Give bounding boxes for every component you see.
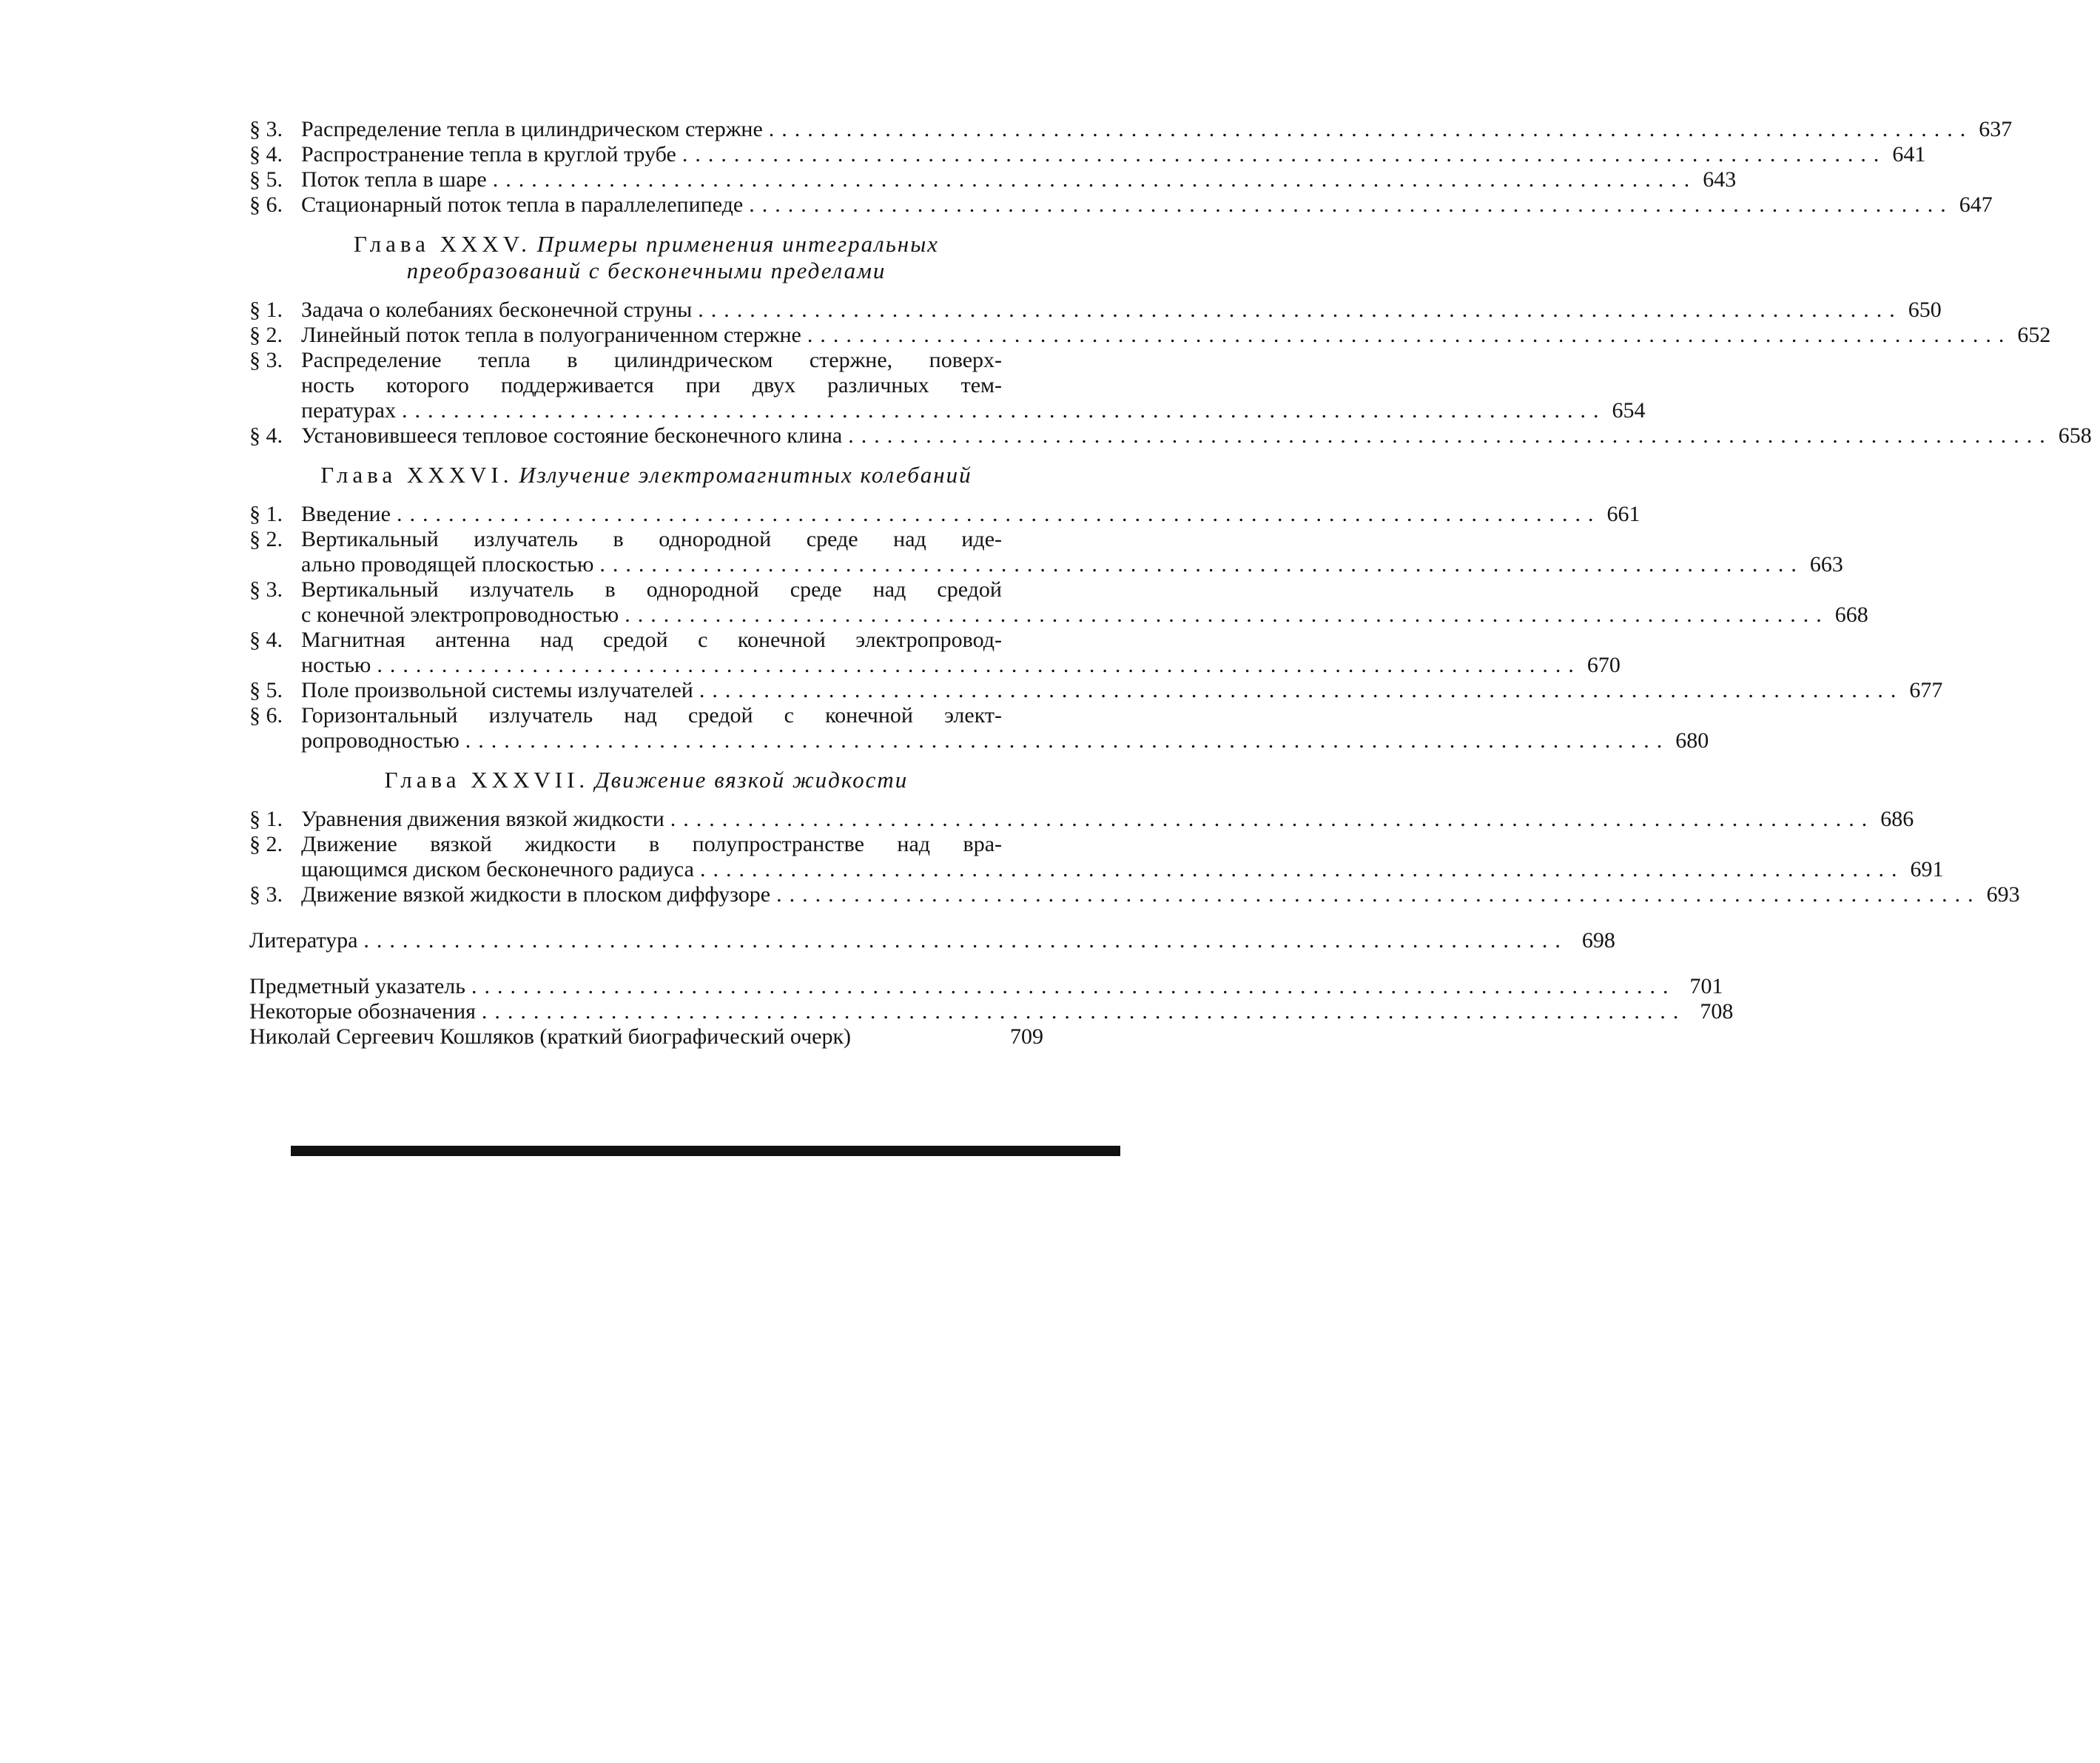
entry-title-line: Горизонтальный излучатель над средой с конечной элект-	[301, 703, 1002, 728]
dot-leader: .............................................................................................	[377, 653, 1581, 677]
toc-entry	[249, 703, 1709, 753]
entry-title: Введение	[301, 502, 391, 526]
toc-entry-literature	[249, 928, 1615, 953]
chapter-title: Излучение электромагнитных колебаний	[519, 462, 972, 488]
chapter-heading	[249, 231, 1043, 258]
page-number: 661	[1606, 502, 1640, 526]
page-number: 637	[1979, 117, 2013, 141]
entry-title-line: Вертикальный излучатель в однородной среде над иде-	[301, 527, 1002, 551]
page-number: 693	[1986, 882, 2020, 907]
toc-entry	[249, 678, 1943, 703]
entry-title-line: ропроводностью	[301, 728, 460, 753]
page-number: 647	[1959, 192, 1993, 217]
toc-entry	[249, 527, 1843, 577]
page-number: 670	[1586, 653, 1621, 677]
chapter-title: преобразований с бесконечными пределами	[406, 258, 886, 283]
page-number: 709	[1010, 1024, 1043, 1049]
dot-leader: .............................................................................................	[396, 502, 1601, 526]
page-number: 658	[2058, 423, 2092, 448]
dot-leader: .............................................................................................	[749, 192, 1953, 217]
entry-title: Задача о колебаниях бесконечной струны	[301, 298, 693, 322]
dot-leader: .............................................................................................	[698, 298, 1902, 322]
table-of-contents	[249, 117, 2092, 1050]
page-number: 654	[1612, 398, 1646, 423]
entry-title-line: Магнитная антенна над средой с конечной электропровод-	[301, 628, 1002, 652]
toc-entry	[249, 628, 1621, 678]
section-number: § 6.	[249, 192, 283, 217]
section-number: § 3.	[249, 348, 283, 372]
entry-title: Стационарный поток тепла в параллелепипеде	[301, 192, 744, 217]
dot-leader: .............................................................................................	[401, 398, 1606, 423]
entry-title-line: Вертикальный излучатель в однородной среде над средой	[301, 577, 1002, 602]
section-number: § 6.	[249, 703, 283, 728]
toc-entry-index	[249, 974, 1723, 999]
entry-title: Некоторые обозначения	[249, 999, 476, 1024]
toc-entry	[249, 192, 1993, 218]
dot-leader: .............................................................................................	[682, 142, 1887, 167]
chapter-heading	[249, 462, 1043, 488]
entry-title: Литература	[249, 928, 358, 953]
entry-title: Поле произвольной системы излучателей	[301, 678, 693, 702]
dot-leader: .............................................................................................	[776, 882, 1981, 907]
page-number: 701	[1689, 974, 1723, 998]
section-number: § 3.	[249, 577, 283, 602]
section-number: § 1.	[249, 807, 283, 831]
page-number: 691	[1910, 857, 1944, 882]
page-number: 677	[1909, 678, 1943, 702]
dot-leader: .............................................................................................	[848, 423, 2053, 448]
toc-entry	[249, 807, 1914, 832]
dot-leader: .............................................................................................	[699, 678, 1904, 702]
toc-entry	[249, 577, 1868, 628]
section-number: § 2.	[249, 832, 283, 856]
page-number: 643	[1703, 167, 1737, 192]
page-number: 663	[1809, 552, 1843, 577]
chapter-label: Глава XXXVII.	[384, 767, 590, 793]
toc-entry	[249, 502, 1640, 527]
section-number: § 4.	[249, 142, 283, 167]
toc-entry	[249, 832, 1944, 882]
toc-entry	[249, 423, 2092, 449]
dot-leader: .............................................................................................	[768, 117, 1973, 141]
dot-leader: .............................................................................................	[465, 728, 1670, 753]
page-number: 652	[2017, 323, 2051, 347]
dot-leader: .............................................................................................	[481, 999, 1686, 1024]
toc-entry	[249, 323, 2051, 348]
dot-leader: .............................................................................................	[807, 323, 2012, 347]
entry-title-line: ностью	[301, 653, 371, 677]
chapter-heading	[249, 767, 1043, 793]
entry-title-line: пературах	[301, 398, 396, 423]
page-number: 641	[1892, 142, 1926, 167]
dot-leader: .............................................................................................	[492, 167, 1697, 192]
page-number: 686	[1880, 807, 1914, 831]
entry-title-line: Движение вязкой жидкости в полупространстве над вра-	[301, 832, 1002, 856]
chapter-title: Движение вязкой жидкости	[594, 767, 909, 793]
page-number: 668	[1834, 602, 1868, 627]
horizontal-rule	[291, 1146, 1120, 1156]
entry-title: Линейный поток тепла в полуограниченном стержне	[301, 323, 801, 347]
toc-entry	[249, 142, 1926, 167]
section-number: § 4.	[249, 628, 283, 652]
toc-entry-notation	[249, 999, 1734, 1024]
entry-title-line: ность которого поддерживается при двух различных тем-	[301, 373, 1002, 397]
section-number: § 3.	[249, 882, 283, 907]
chapter-title: Примеры применения интегральных	[536, 231, 939, 257]
entry-title: Установившееся тепловое состояние бесконечного клина	[301, 423, 843, 448]
toc-entry	[249, 117, 2013, 142]
dot-leader: .............................................................................................	[599, 552, 1804, 577]
chapter-label: Глава XXXV.	[354, 231, 531, 257]
dot-leader: .............................................................................................	[471, 974, 1676, 998]
section-number: § 2.	[249, 323, 283, 347]
section-number: § 5.	[249, 678, 283, 702]
chapter-heading-continued	[249, 258, 1043, 284]
toc-entry	[249, 348, 1646, 423]
dot-leader: .............................................................................................	[670, 807, 1875, 831]
section-number: § 1.	[249, 298, 283, 322]
toc-entry-biography	[249, 1024, 1043, 1050]
toc-entry	[249, 882, 2020, 907]
section-number: § 1.	[249, 502, 283, 526]
dot-leader: .............................................................................................	[699, 857, 1905, 882]
toc-entry	[249, 298, 1942, 323]
section-number: § 3.	[249, 117, 283, 141]
section-number: § 5.	[249, 167, 283, 192]
chapter-label: Глава XXXVI.	[320, 462, 514, 488]
entry-title-line: Распределение тепла в цилиндрическом стержне, поверх-	[301, 348, 1002, 372]
entry-title: Поток тепла в шаре	[301, 167, 487, 192]
page-number: 698	[1581, 928, 1615, 953]
entry-title: Распространение тепла в круглой трубе	[301, 142, 676, 167]
toc-entry	[249, 167, 1737, 192]
dot-leader: .............................................................................................	[625, 602, 1829, 627]
entry-title-line: щающимся диском бесконечного радиуса	[301, 857, 694, 882]
entry-title: Распределение тепла в цилиндрическом стержне	[301, 117, 763, 141]
entry-title-line: ально проводящей плоскостью	[301, 552, 594, 577]
entry-title: Николай Сергеевич Кошляков (краткий биографический очерк)	[249, 1024, 852, 1049]
section-number: § 2.	[249, 527, 283, 551]
dot-leader: .............................................................................................	[363, 928, 1568, 953]
section-number: § 4.	[249, 423, 283, 448]
page-number: 708	[1700, 999, 1734, 1024]
entry-title: Движение вязкой жидкости в плоском диффузоре	[301, 882, 771, 907]
entry-title: Предметный указатель	[249, 974, 465, 998]
entry-title-line: с конечной электропроводностью	[301, 602, 619, 627]
page-number: 650	[1908, 298, 1942, 322]
page-number: 680	[1675, 728, 1709, 753]
entry-title: Уравнения движения вязкой жидкости	[301, 807, 664, 831]
